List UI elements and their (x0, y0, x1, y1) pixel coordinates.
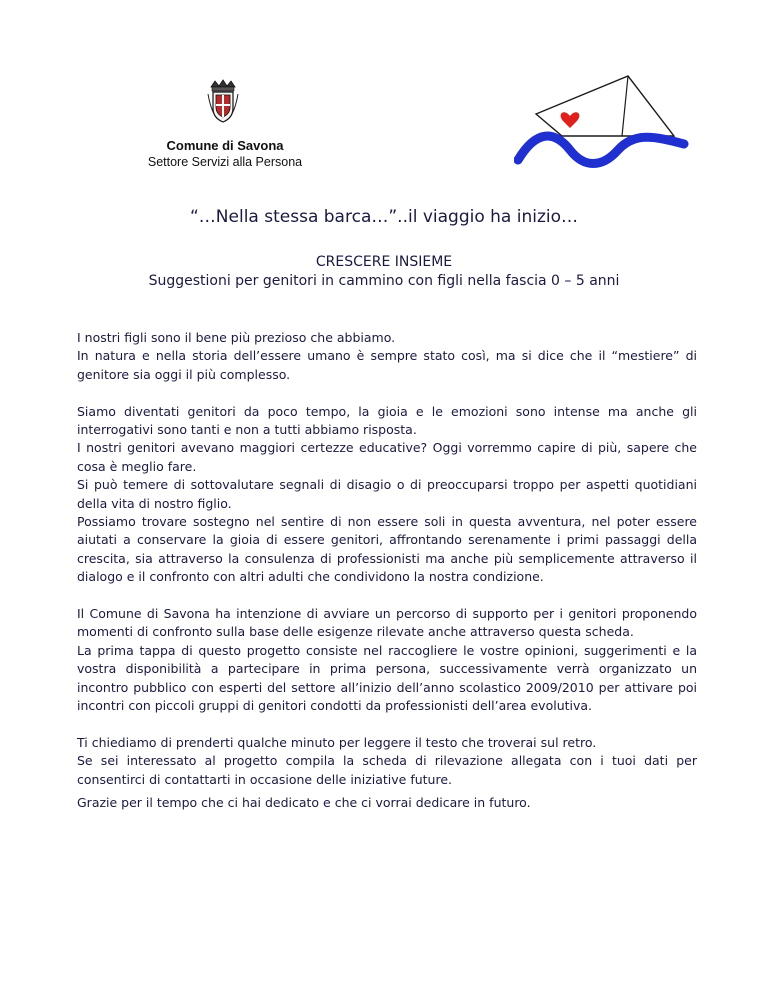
paragraph-request (77, 734, 697, 789)
organization-header (130, 138, 320, 170)
subtitle-block (0, 253, 768, 291)
savona-coat-of-arms-icon (206, 78, 240, 124)
sentence: Se sei interessato al progetto compila la scheda di rilevazione allegata con i tuoi dati per consentirci di contattarti in occasione delle iniziative future. (77, 753, 697, 787)
paragraph-intro (77, 329, 697, 384)
subtitle-description: Suggestioni per genitori in cammino con figli nella fascia 0 – 5 anni (148, 273, 620, 289)
organization-name: Comune di Savona (166, 138, 284, 153)
motto-title: “…Nella stessa barca…”..il viaggio ha inizio… (190, 207, 578, 227)
boat-logo-icon (514, 70, 690, 180)
paragraph-project (77, 605, 697, 715)
subtitle-heading: CRESCERE INSIEME (315, 254, 453, 270)
sentence: I nostri figli sono il bene più prezioso che abbiamo. (77, 330, 396, 345)
sentence: Ti chiediamo di prenderti qualche minuto per leggere il testo che troverai sul retro. (77, 734, 597, 750)
paragraph-new-parents (77, 403, 697, 587)
sentence: In natura e nella storia dell’essere umano è sempre stato così, ma si dice che il “mestiere” di genitore sia oggi il più complesso. (77, 348, 697, 382)
sentence: I nostri genitori avevano maggiori certezze educative? Oggi vorremmo capire di più, sapere che cosa è meglio fare. (77, 440, 697, 474)
sentence: La prima tappa di questo progetto consiste nel raccogliere le vostre opinioni, suggerimenti e la vostra disponibilità a partecipare in prima persona, successivamente verrà organizzato un incontro pubblico con esperti del settore all’inizio dell’anno scolastico 2009/2010 per attivare poi incontri con piccoli gruppi di genitori condotti da professionisti dell’area evolutiva. (77, 642, 697, 714)
sentence: Si può temere di sottovalutare segnali di disagio o di preoccuparsi troppo per aspetti quotidiani della vita di nostro figlio. (77, 477, 697, 511)
sentence: Siamo diventati genitori da poco tempo, la gioia e le emozioni sono intense ma anche gli interrogativi sono tanti e non a tutti abbiamo risposta. (77, 403, 697, 438)
body-text (77, 329, 697, 808)
sentence: Il Comune di Savona ha intenzione di avviare un percorso di supporto per i genitori proponendo momenti di confronto sulla base delle esigenze rilevate anche attraverso questa scheda. (77, 606, 697, 640)
closing-thanks: Grazie per il tempo che ci hai dedicato e che ci vorrai dedicare in futuro. (77, 795, 531, 810)
organization-department: Settore Servizi alla Persona (147, 155, 303, 169)
sentence: Possiamo trovare sostegno nel sentire di non essere soli in questa avventura, nel poter essere aiutati a conservare la gioia di essere genitori, affrontando serenamente i primi passaggi della crescita, sia attraverso la consulenza di professionisti ma anche più semplicemente attraverso il dialogo e il confronto con altri adulti che condividono la nostra condizione. (77, 514, 697, 585)
